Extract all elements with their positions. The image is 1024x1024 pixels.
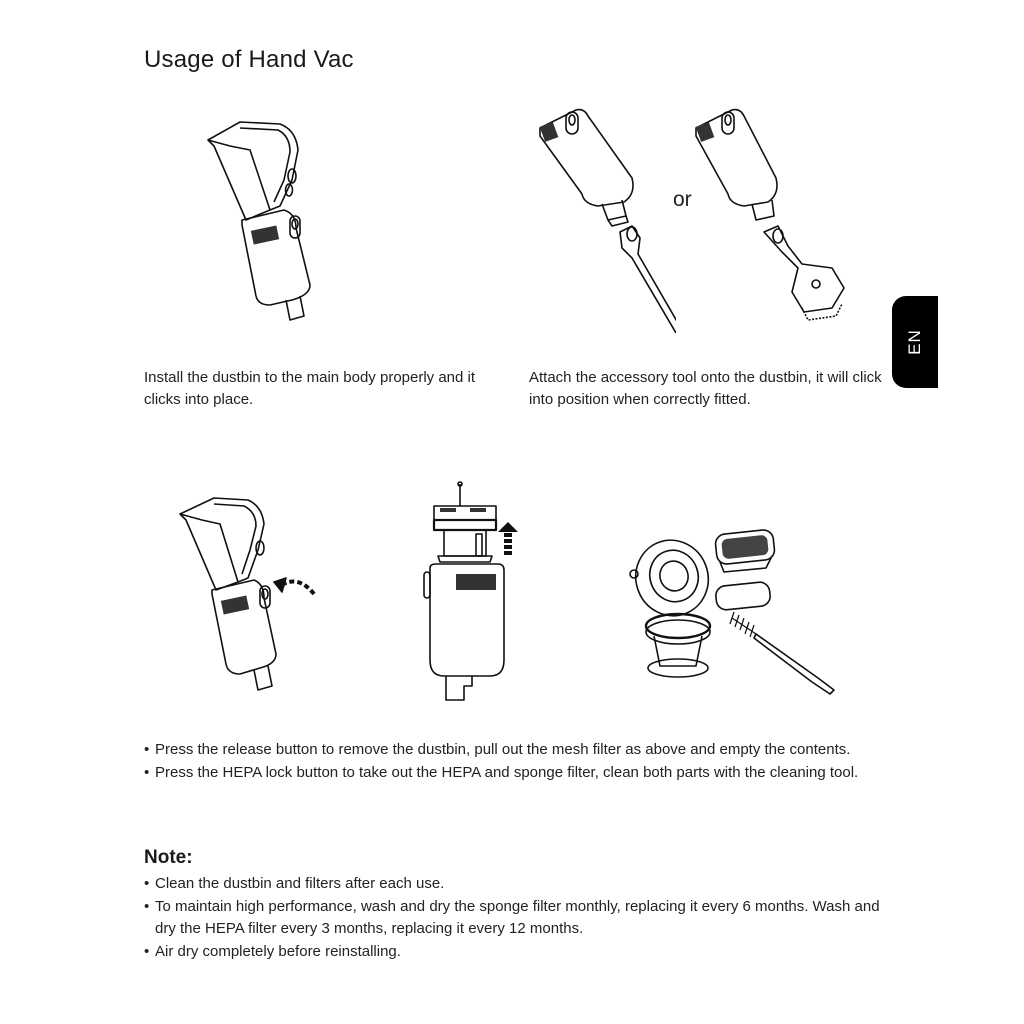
note-item: • Clean the dustbin and filters after each use. xyxy=(144,873,884,896)
brush-tool-attach-illustration xyxy=(692,108,852,323)
hepa-sponge-cleaning-tool-illustration xyxy=(626,526,841,696)
instruction-list xyxy=(144,739,864,784)
hand-vac-install-illustration xyxy=(200,110,320,330)
install-caption: Install the dustbin to the main body properly and it clicks into place. xyxy=(144,369,476,408)
mesh-filter-pullout-illustration xyxy=(414,480,534,705)
note-list xyxy=(144,873,884,963)
language-tab-label: EN xyxy=(905,329,924,355)
or-separator: or xyxy=(673,188,692,211)
page-title: Usage of Hand Vac xyxy=(144,46,354,73)
instruction-item: • Press the HEPA lock button to take out the HEPA and sponge filter, clean both parts with the cleaning tool. xyxy=(144,762,864,785)
note-title: Note: xyxy=(144,847,193,868)
note-item: • To maintain high performance, wash and dry the sponge filter monthly, replacing it every 6 months. Wash and dry the HEPA filter every 3 months, replacing it every 12 months. xyxy=(144,896,884,941)
note-item: • Air dry completely before reinstalling. xyxy=(144,941,884,964)
language-tab xyxy=(892,296,938,388)
instruction-item: • Press the release button to remove the dustbin, pull out the mesh filter as above and empty the contents. xyxy=(144,739,864,762)
crevice-tool-attach-illustration xyxy=(536,108,676,333)
dustbin-release-illustration xyxy=(178,494,323,699)
attach-caption: Attach the accessory tool onto the dustbin, it will click into position when correctly fitted. xyxy=(529,369,882,408)
